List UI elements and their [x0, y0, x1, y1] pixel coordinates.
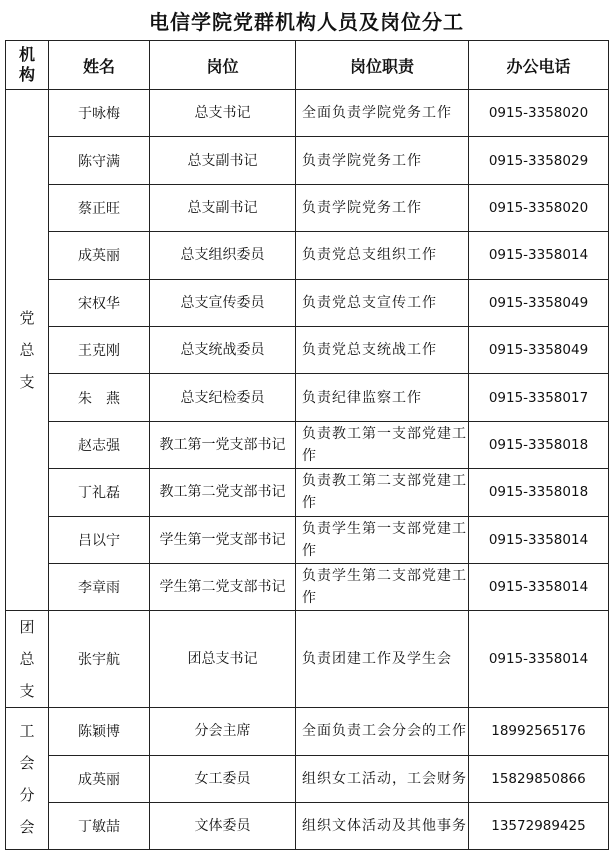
name-cell: 成英丽: [49, 755, 150, 802]
position-cell: 总支纪检委员: [150, 374, 296, 421]
name-cell: 丁礼磊: [49, 469, 150, 516]
table-row: [6, 137, 609, 184]
table-row: [6, 469, 609, 516]
table-row: [6, 708, 609, 755]
phone-cell: 13572989425: [469, 803, 609, 850]
position-cell: 文体委员: [150, 803, 296, 850]
name-cell: 成英丽: [49, 232, 150, 279]
duty-cell: 负责党总支组织工作: [296, 232, 469, 279]
duty-cell: 负责学生第二支部党建工作: [296, 563, 469, 610]
duty-cell: 组织文体活动及其他事务: [296, 803, 469, 850]
duty-cell: 负责学生第一支部党建工作: [296, 516, 469, 563]
header-position: 岗位: [150, 41, 296, 90]
name-cell: 张宇航: [49, 611, 150, 708]
org-char: 支: [19, 682, 35, 701]
duty-cell: 全面负责学院党务工作: [296, 90, 469, 137]
phone-cell: 15829850866: [469, 755, 609, 802]
header-org-char: 机: [18, 45, 35, 64]
org-char: 党: [19, 309, 35, 328]
name-cell: 陈守满: [49, 137, 150, 184]
org-char: 工: [19, 721, 35, 740]
position-cell: 女工委员: [150, 755, 296, 802]
name-cell: 蔡正旺: [49, 184, 150, 231]
position-cell: 分会主席: [150, 708, 296, 755]
phone-cell: 0915-3358014: [469, 563, 609, 610]
table-header-row: [6, 41, 609, 90]
name-cell: 陈颖博: [49, 708, 150, 755]
name-cell: 朱 燕: [49, 374, 150, 421]
org-char: 分: [19, 785, 35, 804]
header-org-char: 构: [18, 65, 35, 84]
name-cell: 李章雨: [49, 563, 150, 610]
position-cell: 教工第二党支部书记: [150, 469, 296, 516]
phone-cell: 0915-3358014: [469, 611, 609, 708]
duty-cell: 负责团建工作及学生会: [296, 611, 469, 708]
name-cell: 王克刚: [49, 326, 150, 373]
phone-cell: 0915-3358018: [469, 421, 609, 468]
org-cell: [6, 611, 49, 708]
staff-table: [5, 40, 609, 850]
position-cell: 总支书记: [150, 90, 296, 137]
position-cell: 总支统战委员: [150, 326, 296, 373]
table-row: [6, 184, 609, 231]
org-char: 总: [19, 650, 35, 669]
position-cell: 总支宣传委员: [150, 279, 296, 326]
duty-cell: 负责教工第二支部党建工作: [296, 469, 469, 516]
position-cell: 总支副书记: [150, 137, 296, 184]
name-cell: 丁敏喆: [49, 803, 150, 850]
phone-cell: 0915-3358014: [469, 232, 609, 279]
duty-cell: 负责纪律监察工作: [296, 374, 469, 421]
org-char: 团: [19, 618, 35, 637]
page-title: 电信学院党群机构人员及岗位分工: [149, 10, 464, 34]
duty-cell: 全面负责工会分会的工作: [296, 708, 469, 755]
position-cell: 总支组织委员: [150, 232, 296, 279]
phone-cell: 0915-3358018: [469, 469, 609, 516]
duty-cell: 组织女工活动，工会财务: [296, 755, 469, 802]
duty-cell: 负责学院党务工作: [296, 137, 469, 184]
header-org: [6, 41, 49, 90]
header-duty: 岗位职责: [296, 41, 469, 90]
table-row: [6, 803, 609, 850]
table-row: [6, 374, 609, 421]
duty-cell: 负责党总支宣传工作: [296, 279, 469, 326]
table-row: [6, 90, 609, 137]
org-char: 支: [19, 373, 35, 392]
name-cell: 宋权华: [49, 279, 150, 326]
table-row: [6, 232, 609, 279]
position-cell: 学生第二党支部书记: [150, 563, 296, 610]
table-row: [6, 326, 609, 373]
table-row: [6, 516, 609, 563]
org-cell: [6, 90, 49, 611]
phone-cell: 0915-3358049: [469, 326, 609, 373]
phone-cell: 0915-3358017: [469, 374, 609, 421]
phone-cell: 18992565176: [469, 708, 609, 755]
phone-cell: 0915-3358049: [469, 279, 609, 326]
table-row: [6, 563, 609, 610]
name-cell: 吕以宁: [49, 516, 150, 563]
phone-cell: 0915-3358020: [469, 184, 609, 231]
header-name: 姓名: [49, 41, 150, 90]
duty-cell: 负责教工第一支部党建工作: [296, 421, 469, 468]
table-row: [6, 755, 609, 802]
name-cell: 赵志强: [49, 421, 150, 468]
name-cell: 于咏梅: [49, 90, 150, 137]
duty-cell: 负责党总支统战工作: [296, 326, 469, 373]
table-row: [6, 611, 609, 708]
table-body: [6, 90, 609, 850]
duty-cell: 负责学院党务工作: [296, 184, 469, 231]
org-char: 会: [19, 753, 35, 772]
phone-cell: 0915-3358020: [469, 90, 609, 137]
org-cell: [6, 708, 49, 850]
org-char: 会: [19, 817, 35, 836]
table-row: [6, 421, 609, 468]
header-phone: 办公电话: [469, 41, 609, 90]
table-row: [6, 279, 609, 326]
org-char: 总: [19, 341, 35, 360]
position-cell: 总支副书记: [150, 184, 296, 231]
phone-cell: 0915-3358014: [469, 516, 609, 563]
position-cell: 团总支书记: [150, 611, 296, 708]
phone-cell: 0915-3358029: [469, 137, 609, 184]
position-cell: 学生第一党支部书记: [150, 516, 296, 563]
position-cell: 教工第一党支部书记: [150, 421, 296, 468]
